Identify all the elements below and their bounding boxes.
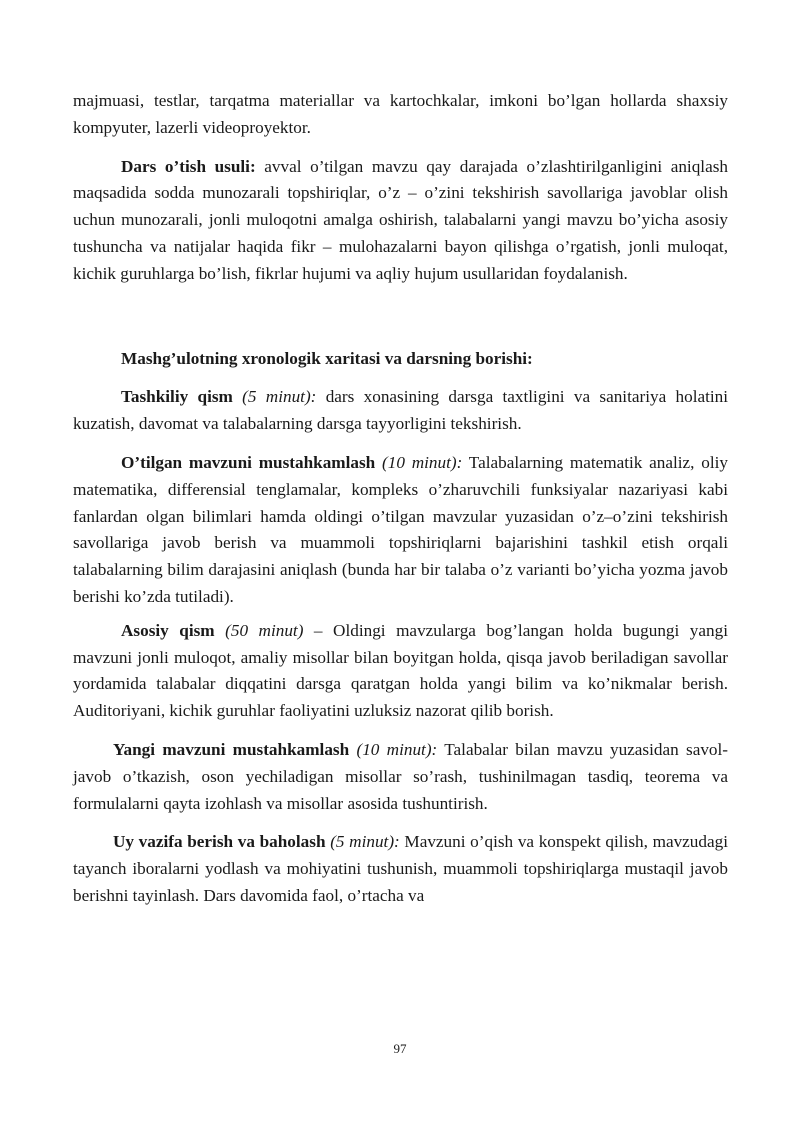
paragraph-duration: (5 minut): [242, 387, 317, 407]
paragraph-duration: (10 minut): [382, 452, 463, 472]
paragraph-review-previous-topic [73, 450, 728, 611]
paragraph-heading: Yangi mavzuni mustahkamlash [113, 739, 350, 759]
paragraph-heading: O’tilgan mavzuni mustahkamlash [121, 452, 376, 472]
paragraph-text: Talabalarning matematik analiz, oliy matematika, differensial tenglamalar, kompleks o’zharuvchili funksiyalar nazariyasi kabi fanlardan olgan bilimlari hamda oldingi o’tilgan mavzular yuzasidan o’z–o’zini tekshirish savollariga javob berish va muammoli topshiriqlarni bajarishini tashkil etish orqali talabalarning bilim darajasini aniqlash (bunda har bir talaba o’z varianti bo’yicha yozma javob berishi ko’zda tutiladi). [73, 452, 728, 606]
section-heading [73, 346, 728, 373]
paragraph-teaching-method [73, 154, 728, 288]
paragraph-organizational-part [73, 384, 728, 438]
paragraph-materials [73, 88, 728, 142]
paragraph-text: Mavzuni o’qish va konspekt qilish, mavzudagi tayanch iboralarni yodlash va mohiyatini tushunish, muammoli topshiriqlarga mustaqil javob berishni tayinlash. Dars davomida faol, o’rtacha va [73, 832, 728, 905]
paragraph-duration: (10 minut): [356, 739, 438, 759]
paragraph-reinforce-new-topic [73, 737, 728, 817]
paragraph-main-part [73, 618, 728, 725]
paragraph-text: dars xonasining darsga taxtligini va sanitariya holatini kuzatish, davomat va talabalarning darsga tayyorligini tekshirish. [73, 387, 729, 434]
paragraph-heading: Tashkiliy qism [121, 387, 233, 407]
paragraph-text: Talabalar bilan mavzu yuzasidan savol-javob o’tkazish, oson yechiladigan misollar so’rash, tushinilmagan tasdiq, teorema va formulalarni qayta izohlash va misollar asosida tushuntirish. [73, 739, 729, 813]
paragraph-heading: Dars o’tish usuli: [121, 156, 256, 176]
paragraph-text: avval o’tilgan mavzu qay darajada o’zlashtirilganligini aniqlash maqsadida sodda munozarali topshiriqlar, o’z – o’zini tekshirish savollariga javoblar olish uchun munozarali, jonli muloqotni amalga oshirish, talabalarni yangi mavzu bo’yicha asosiy tushuncha va natijalar haqida fikr – mulohazalarni bayon qilishga o’rgatish, jonli muloqat, kichik guruhlarga bo’lish, fikrlar hujumi va aqliy hujum usullaridan foydalanish. [73, 156, 728, 283]
paragraph-heading: Asosiy qism [121, 620, 215, 640]
page-number: 97 [393, 1041, 407, 1056]
section-heading-text: Mashg’ulotning xronologik xaritasi va darsning borishi: [121, 348, 533, 368]
paragraph-duration: (5 minut): [330, 832, 400, 852]
paragraph-text: – Oldingi mavzularga bog’langan holda bugungi yangi mavzuni jonli muloqot, amaliy misollar bilan boyitgan holda, qisqa javob beriladigan savollar yordamida talabalar diqqatini darsga qaratgan holda yangi bilim va ko’nikmalar berish. Auditoriyani, kichik guruhlar faoliyatini uzluksiz nazorat qilib borish. [73, 620, 728, 721]
paragraph-duration: (50 minut) [225, 620, 304, 640]
paragraph-heading: Uy vazifa berish va baholash [113, 832, 326, 852]
document-page [73, 88, 728, 910]
paragraph-homework-and-grading [73, 829, 728, 909]
paragraph-text: majmuasi, testlar, tarqatma materiallar va kartochkalar, imkoni bo’lgan hollarda shaxsiy kompyuter, lazerli videoproyektor. [73, 91, 728, 137]
